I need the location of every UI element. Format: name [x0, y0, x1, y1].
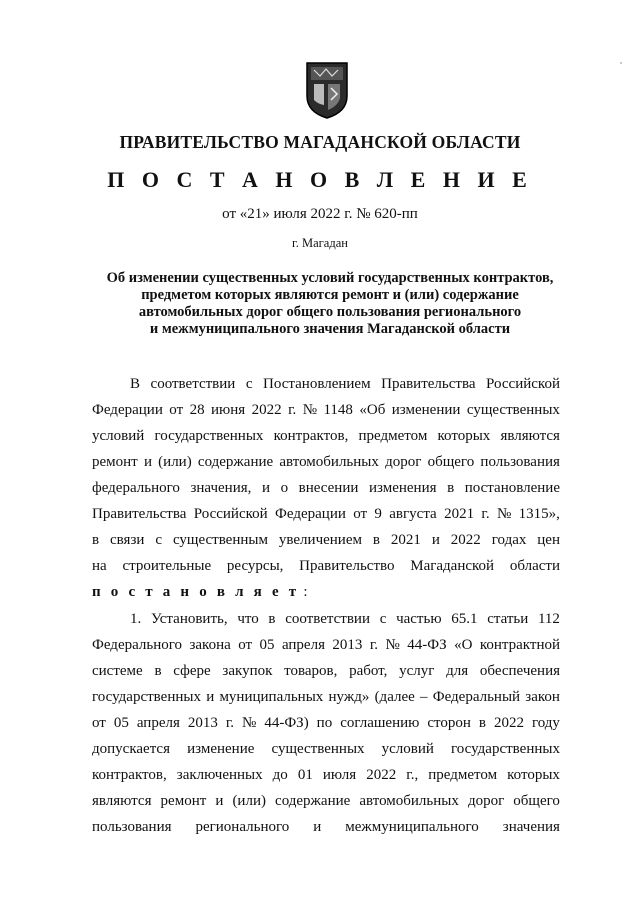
- preamble-paragraph: [92, 371, 560, 605]
- word: изменения: [368, 480, 437, 496]
- word: существенных: [466, 402, 560, 418]
- word: апреля: [136, 715, 180, 731]
- word: Постановлением: [263, 376, 371, 392]
- word: соглашению: [340, 715, 420, 731]
- word: существенных: [271, 741, 365, 757]
- word: 2021: [390, 532, 421, 548]
- word: 2021: [444, 506, 475, 522]
- word: в: [154, 663, 162, 679]
- word: и: [215, 793, 224, 809]
- text-line: [92, 684, 560, 710]
- word: 44-ФЗ): [264, 715, 309, 731]
- word: работ,: [349, 663, 388, 679]
- word: от: [92, 715, 106, 731]
- word: г.: [225, 715, 235, 731]
- word: до: [272, 767, 288, 783]
- date-and-number: от «21» июля 2022 г. № 620-пп: [222, 206, 418, 222]
- word: дорог: [467, 793, 505, 809]
- text-line: [92, 736, 560, 762]
- word: существенным: [172, 532, 268, 548]
- word: «О: [454, 637, 473, 653]
- word: г.: [288, 402, 297, 418]
- word: с: [155, 532, 163, 548]
- word: дорог: [385, 454, 422, 470]
- word: июня: [211, 402, 246, 418]
- word: и: [261, 480, 270, 496]
- organization-title: ПРАВИТЕЛЬСТВО МАГАДАНСКОЙ ОБЛАСТИ: [119, 132, 521, 152]
- word: №: [496, 506, 512, 522]
- word: услуг: [399, 663, 435, 679]
- word: государственных: [92, 689, 201, 705]
- word: и: [431, 532, 440, 548]
- word: №: [302, 402, 318, 418]
- word: в: [92, 532, 100, 548]
- word: закупок: [222, 663, 273, 679]
- word: системе: [92, 663, 143, 679]
- word: области: [509, 558, 560, 574]
- word: г.: [369, 637, 379, 653]
- clause-1-paragraph: [92, 606, 560, 840]
- word: цен: [537, 532, 560, 548]
- word: (или): [232, 793, 266, 809]
- word: ремонт: [160, 793, 207, 809]
- word: Федерации: [92, 402, 163, 418]
- decree-colon: :: [303, 584, 308, 600]
- text-line: [92, 527, 560, 553]
- text-line: [92, 762, 560, 788]
- word: 2022: [366, 767, 397, 783]
- word: внесении: [298, 480, 359, 496]
- word: регионального: [195, 819, 290, 835]
- word: автомобильных: [279, 454, 379, 470]
- text-line: [92, 710, 560, 736]
- word: г.: [481, 506, 490, 522]
- word: «Об: [359, 402, 386, 418]
- word: межмуниципального: [345, 819, 479, 835]
- word: Правительства: [381, 376, 476, 392]
- word: муниципальных: [219, 689, 324, 705]
- subject-line: автомобильных дорог общего пользования регионального: [138, 304, 522, 320]
- word: соответствии: [150, 376, 236, 392]
- word: закон: [525, 689, 560, 705]
- word: по: [316, 715, 333, 731]
- text-line: [92, 632, 560, 658]
- word: 05: [259, 637, 275, 653]
- word: связи: [110, 532, 145, 548]
- word: 1148: [323, 402, 353, 418]
- word: что: [237, 611, 259, 627]
- word: содержание: [197, 454, 274, 470]
- word: 01: [297, 767, 313, 783]
- word: в: [478, 715, 486, 731]
- word: значения: [502, 819, 560, 835]
- word: сторон: [427, 715, 471, 731]
- coat-of-arms-icon: [304, 60, 350, 120]
- word: Правительства: [92, 506, 187, 522]
- word: содержание: [275, 793, 351, 809]
- decree-word: п о с т а н о в л я е т: [92, 584, 300, 600]
- word: от: [353, 506, 368, 522]
- word: общего: [427, 454, 475, 470]
- word: 2022: [251, 402, 282, 418]
- word: –: [420, 689, 428, 705]
- word: №: [242, 715, 257, 731]
- word: частью: [396, 611, 442, 627]
- word: которых: [507, 767, 560, 783]
- text-line: [92, 658, 560, 684]
- city-line: г. Магадан: [292, 236, 348, 250]
- word: закона: [189, 637, 231, 653]
- word: государственных: [451, 741, 560, 757]
- word: №: [385, 637, 400, 653]
- word: Российской: [486, 376, 560, 392]
- word: 1315»,: [518, 506, 560, 522]
- word: условий: [92, 428, 145, 444]
- word: ремонт: [92, 454, 138, 470]
- text-line: [92, 423, 560, 449]
- word: в: [268, 611, 276, 627]
- word: 65.1: [451, 611, 478, 627]
- word: 112: [537, 611, 560, 627]
- word: пользования: [480, 454, 560, 470]
- word: увеличением: [278, 532, 362, 548]
- word: Федерации: [275, 506, 346, 522]
- word: 2013: [332, 637, 363, 653]
- word: обеспечения: [479, 663, 560, 679]
- word: от: [169, 402, 184, 418]
- text-line: [92, 371, 560, 397]
- word: предметом: [428, 767, 498, 783]
- word: которых: [437, 428, 491, 444]
- document-type-title: П О С Т А Н О В Л Е Н И Е: [107, 167, 533, 192]
- word: годах: [491, 532, 527, 548]
- word: (далее: [374, 689, 415, 705]
- text-line: [92, 788, 560, 814]
- word: г.,: [406, 767, 419, 783]
- word: Правительство: [299, 558, 395, 574]
- word: от: [238, 637, 253, 653]
- text-line: [92, 397, 560, 423]
- word: 05: [113, 715, 129, 731]
- word: для: [446, 663, 469, 679]
- word: Федерального: [92, 637, 183, 653]
- word: 9: [374, 506, 382, 522]
- text-line: [92, 501, 560, 527]
- word: и: [143, 454, 152, 470]
- text-line: [92, 449, 560, 475]
- text-line: [92, 606, 560, 632]
- word: автомобильных: [359, 793, 459, 809]
- word: контрактов,: [92, 767, 167, 783]
- word: о: [280, 480, 289, 496]
- word: постановление: [464, 480, 560, 496]
- word: на: [92, 558, 107, 574]
- subject-line: и межмуниципального значения Магаданской области: [149, 321, 511, 337]
- word: и: [313, 819, 322, 835]
- word: предметом: [358, 428, 428, 444]
- word: Установить,: [150, 611, 228, 627]
- word: августа: [389, 506, 437, 522]
- word: 44-ФЗ: [407, 637, 447, 653]
- word: контрактной: [479, 637, 560, 653]
- word: статьи: [487, 611, 529, 627]
- word: 2013: [187, 715, 218, 731]
- document-subject: [100, 270, 560, 338]
- word: сфере: [173, 663, 211, 679]
- word: строительные: [122, 558, 212, 574]
- word: 2022: [493, 715, 524, 731]
- word: являются: [500, 428, 560, 444]
- word: общего: [513, 793, 560, 809]
- word: в: [447, 480, 455, 496]
- word: значения,: [190, 480, 252, 496]
- word: (или): [158, 454, 192, 470]
- word: изменении: [391, 402, 461, 418]
- word: 1.: [130, 611, 142, 627]
- subject-line: Об изменении существенных условий государственных контрактов,: [106, 270, 554, 286]
- word: нужд»: [328, 689, 370, 705]
- word: с: [245, 376, 253, 392]
- word: государственных: [154, 428, 264, 444]
- text-line: [92, 814, 560, 840]
- word: с: [379, 611, 387, 627]
- text-line: [92, 475, 560, 501]
- word: контрактов,: [273, 428, 349, 444]
- word: изменение: [187, 741, 255, 757]
- word: пользования: [92, 819, 172, 835]
- word: году: [531, 715, 560, 731]
- scan-speck: [620, 62, 622, 64]
- word: 2022: [450, 532, 481, 548]
- subject-line: предметом которых являются ремонт и (или) содержание: [141, 287, 519, 303]
- word: допускается: [92, 741, 170, 757]
- word: соответствии: [285, 611, 370, 627]
- word: июля: [322, 767, 357, 783]
- word: в: [372, 532, 380, 548]
- word: апреля: [281, 637, 325, 653]
- word: федерального: [92, 480, 180, 496]
- word: и: [206, 689, 215, 705]
- word: Российской: [193, 506, 268, 522]
- word: Федеральный: [432, 689, 521, 705]
- decree-line: [92, 579, 560, 605]
- word: ресурсы,: [226, 558, 284, 574]
- word: являются: [92, 793, 152, 809]
- word: Магаданской: [410, 558, 495, 574]
- word: В: [130, 376, 141, 392]
- word: заключенных: [176, 767, 263, 783]
- word: 28: [189, 402, 205, 418]
- word: товаров,: [284, 663, 338, 679]
- text-line: [92, 553, 560, 579]
- word: условий: [381, 741, 434, 757]
